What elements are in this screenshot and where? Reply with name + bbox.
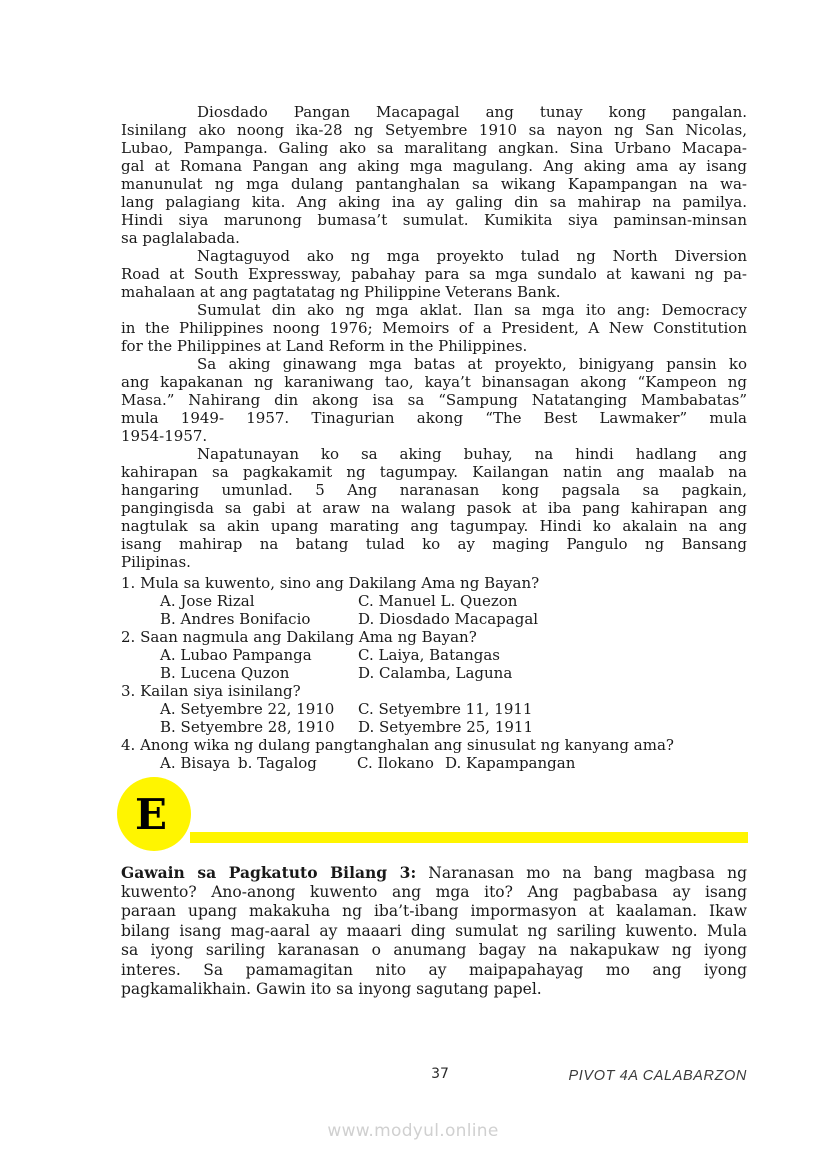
choice-option: C. Manuel L. Quezon [358,592,518,610]
story-paragraph-1-line: Hindi siya marunong bumasa’t sumulat. Kumikita siya paminsan-minsan [121,211,747,229]
choice-option: C. Setyembre 11, 1911 [358,700,533,718]
choice-option: C. Ilokano [357,754,434,772]
story-paragraph-4-line: Sa aking ginawang mga batas at proyekto, binigyang pansin ko [197,355,747,373]
page-number: 37 [431,1066,449,1082]
activity-section [121,863,747,1000]
question-3-option-row [121,718,747,736]
activity-line: kuwento? Ano-anong kuwento ang mga ito? Ang pagbabasa ay isang [121,882,747,901]
story-paragraph-1-line: Diosdado Pangan Macapagal ang tunay kong pangalan. [197,103,747,121]
story-paragraph-1-line: Isinilang ako noong ika-28 ng Setyembre 1910 sa nayon ng San Nicolas, [121,121,747,139]
story-paragraph-5-line: Napatunayan ko sa aking buhay, na hindi hadlang ang [197,445,747,463]
story-paragraph-4-line: 1954-1957. [121,427,208,445]
story-paragraph-1-line: sa paglalabada. [121,229,240,247]
story-paragraph-3-line: for the Philippines at Land Reform in the Philippines. [121,337,528,355]
activity-line [121,863,747,883]
choice-option: A. Bisaya [160,754,231,772]
choice-option: B. Lucena Quzon [160,664,290,682]
edition-label: PIVOT 4A CALABARZON [568,1068,747,1084]
story-paragraph-1-line: gal at Romana Pangan ang aking mga magulang. Ang aking ama ay isang [121,157,747,175]
question-3-text: 3. Kailan siya isinilang? [121,682,301,700]
watermark-text: www.modyul.online [327,1121,499,1141]
activity-line: interes. Sa pamamagitan nito ay maipapahayag mo ang iyong [121,960,747,979]
question-1-text: 1. Mula sa kuwento, sino ang Dakilang Ama ng Bayan? [121,574,540,592]
story-paragraph-1-line: lang palagiang kita. Ang aking ina ay galing din sa mahirap na pamilya. [121,193,747,211]
activity-title: Gawain sa Pagkatuto Bilang 3: [121,863,417,882]
question-2-option-row [121,646,747,664]
question-1-option-row [121,610,747,628]
story-paragraph-5-line: nagtulak sa akin upang marating ang tagumpay. Hindi ko akalain na ang [121,517,747,535]
story-paragraph-3-line: Sumulat din ako ng mga aklat. Ilan sa mga ito ang: Democracy [197,301,747,319]
activity-line: sa iyong sariling karanasan o anumang bagay na nakapukaw ng iyong [121,941,747,959]
section-letter-e: E [134,789,167,839]
question-2-option-row [121,664,747,682]
choice-option: D. Calamba, Laguna [358,664,513,682]
section-divider-bar [190,832,748,843]
choice-option: A. Setyembre 22, 1910 [160,700,335,718]
question-3-option-row [121,700,747,718]
choice-option: D. Diosdado Macapagal [358,610,539,628]
question-4-text: 4. Anong wika ng dulang pangtanghalan ang sinusulat ng kanyang ama? [121,736,674,754]
question-2-text: 2. Saan nagmula ang Dakilang Ama ng Bayan? [121,628,477,646]
choice-option: D. Kapampangan [445,754,576,772]
story-paragraph-1-line: manunulat ng mga dulang pantanghalan sa wikang Kapampangan na wa- [121,175,747,193]
question-1-option-row [121,592,747,610]
story-paragraph-1-line: Lubao, Pampanga. Galing ako sa maralitang angkan. Sina Urbano Macapa- [121,139,747,157]
story-paragraph-2-line: Nagtaguyod ako ng mga proyekto tulad ng North Diversion [197,247,747,265]
story-paragraph-5-line: kahirapan sa pagkakamit ng tagumpay. Kailangan natin ang maalab na [121,463,747,481]
choice-option: D. Setyembre 25, 1911 [358,718,533,736]
story-paragraph-2-line: mahalaan at ang pagtatatag ng Philippine Veterans Bank. [121,283,561,301]
story-paragraph-5-line: Pilipinas. [121,553,191,571]
activity-line: bilang isang mag-aaral ay maaari ding sumulat ng sariling kuwento. Mula [121,921,747,940]
question-4-option-row [121,754,747,772]
comprehension-questions-section [121,574,747,772]
story-paragraph-5-line: hangaring umunlad. 5 Ang naranasan kong pagsala sa pagkain, [121,481,747,499]
activity-line-text: Naranasan mo na bang magbasa ng [416,864,747,882]
activity-line: paraan upang makakuha ng iba’t-ibang impormasyon at kaalaman. Ikaw [121,902,747,920]
story-paragraph-4-line: Masa.” Nahirang din akong isa sa “Sampung Natatanging Mambabatas” [121,391,747,409]
choice-option: C. Laiya, Batangas [358,646,500,664]
story-paragraph-3-line: in the Philippines noong 1976; Memoirs of a President, A New Constitution [121,319,747,337]
choice-option: B. Setyembre 28, 1910 [160,718,335,736]
story-paragraph-4-line: mula 1949- 1957. Tinagurian akong “The Best Lawmaker” mula [121,409,747,427]
section-letter-badge [117,777,191,851]
story-paragraph-2-line: Road at South Expressway, pabahay para sa mga sundalo at kawani ng pa- [121,265,747,283]
choice-option: A. Jose Rizal [160,592,255,610]
story-section [121,103,747,571]
choice-option: B. Andres Bonifacio [160,610,311,628]
activity-line: pagkamalikhain. Gawin ito sa inyong sagutang papel. [121,980,542,998]
choice-option: A. Lubao Pampanga [160,646,312,664]
story-paragraph-5-line: isang mahirap na batang tulad ko ay maging Pangulo ng Bansang [121,535,747,553]
story-paragraph-5-line: pangingisda sa gabi at araw na walang pasok at iba pang kahirapan ang [121,499,747,517]
choice-option: b. Tagalog [238,754,317,772]
story-paragraph-4-line: ang kapakanan ng karaniwang tao, kaya’t binansagan akong “Kampeon ng [121,373,747,391]
